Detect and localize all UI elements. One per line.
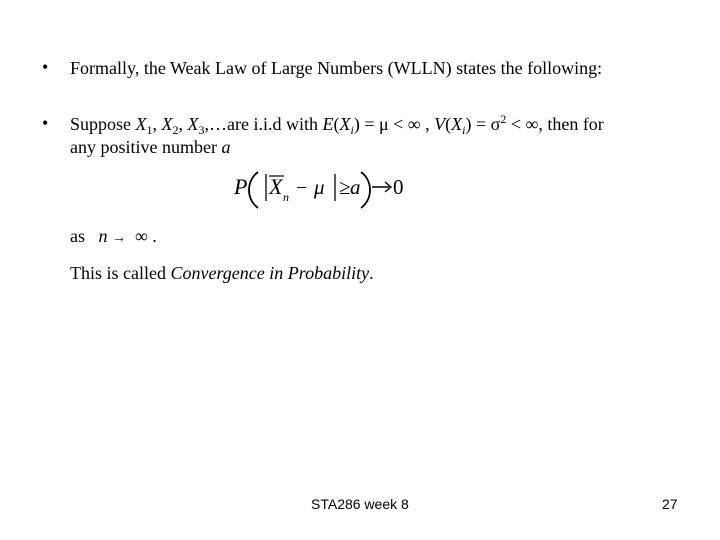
wlln-formula bbox=[234, 167, 414, 209]
bullet-1-text: Formally, the Weak Law of Large Numbers (WLLN) states the following: bbox=[70, 58, 603, 78]
bullet-marker: • bbox=[42, 113, 49, 133]
formula-zero: 0 bbox=[393, 175, 404, 199]
formula-ge: ≥ bbox=[339, 175, 351, 199]
formula-a: a bbox=[350, 175, 361, 199]
bullet-2-line-1: Suppose $X_1$, $X_2$, $X_3,\dots are$ i.i.d with $E(X_i) = \mu$ < ∞ , $V(X_i) = \sigma^2$ < ∞, then for bbox=[70, 112, 604, 137]
left-paren bbox=[249, 172, 258, 208]
footer-course: STA286 week 8 bbox=[311, 496, 409, 512]
limit-condition: as n → ∞ . bbox=[70, 226, 157, 246]
bullet-marker: • bbox=[42, 57, 49, 77]
formula-P: P bbox=[234, 174, 248, 199]
formula-X: X bbox=[269, 174, 283, 199]
formula-minus: − bbox=[296, 177, 308, 199]
conclusion-text: This is called Convergence in Probability. bbox=[70, 263, 374, 283]
formula-mu: μ bbox=[314, 175, 325, 199]
bullet-2-line-2: any positive number a bbox=[70, 137, 231, 157]
footer-page-number: 27 bbox=[662, 496, 678, 512]
formula-n: n bbox=[283, 190, 289, 204]
right-paren bbox=[361, 172, 370, 208]
